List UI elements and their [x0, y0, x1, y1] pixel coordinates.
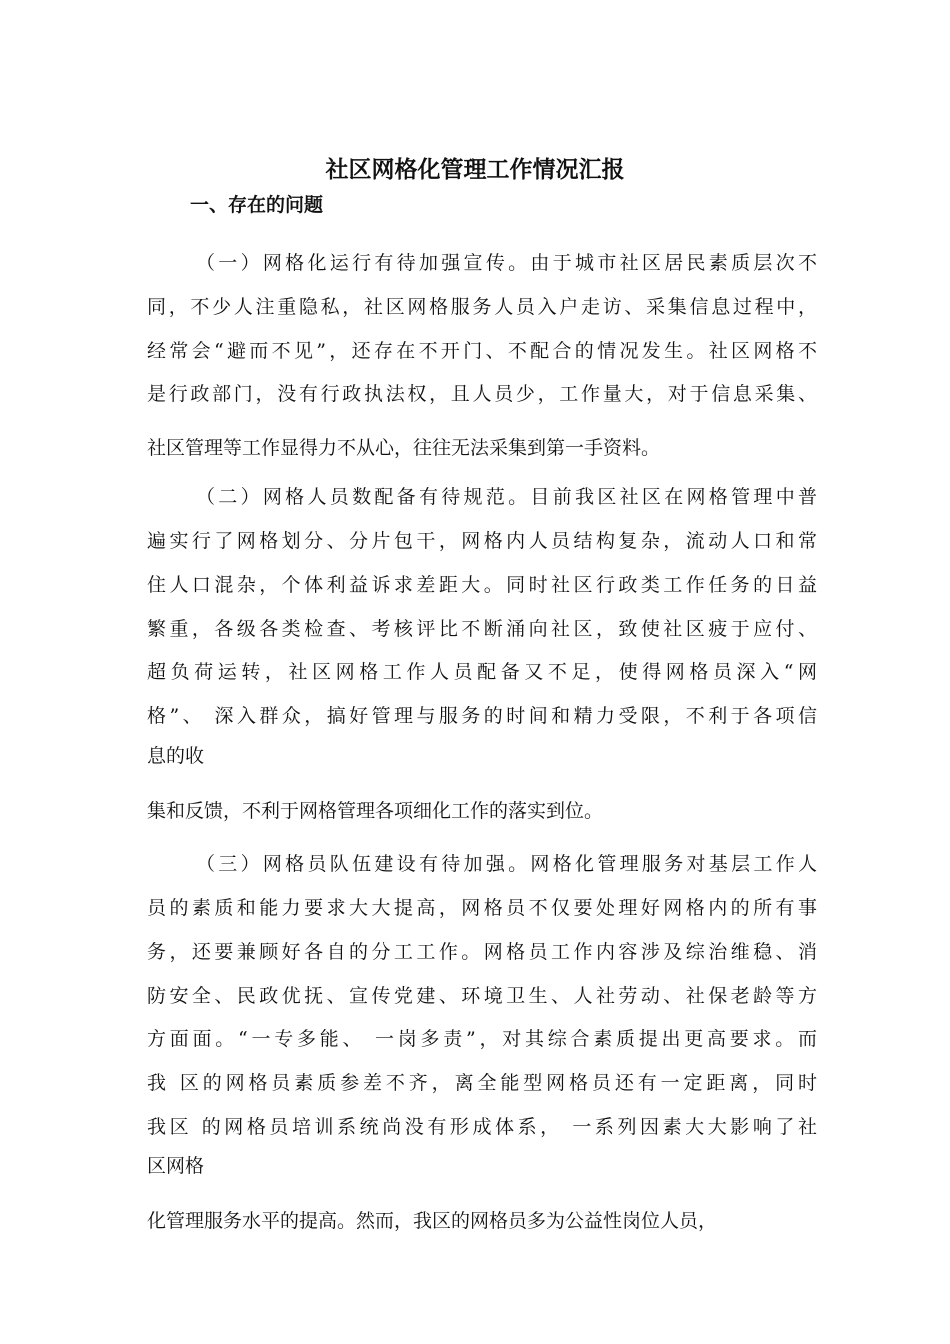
- paragraph-line: 住人口混杂，个体利益诉求差距大。同时社区行政类工作任务的日益: [147, 574, 817, 596]
- paragraph-line: 化管理服务水平的提高。然而，我区的网格员多为公益性岗位人员，: [147, 1210, 718, 1232]
- paragraph-line: 员的素质和能力要求大大提高，网格员不仅要处理好网格内的所有事: [147, 897, 817, 919]
- paragraph-line: 区网格: [147, 1155, 205, 1177]
- paragraph-line: 方面面。“一专多能、 一岗多责”，对其综合素质提出更高要求。而: [147, 1028, 817, 1050]
- paragraph-line: （三）网格员队伍建设有待加强。网格化管理服务对基层工作人: [196, 853, 817, 875]
- paragraph-line: 务，还要兼顾好各自的分工工作。网格员工作内容涉及综治维稳、消: [147, 941, 817, 963]
- paragraph-line: 繁重，各级各类检查、考核评比不断涌向社区，致使社区疲于应付、: [147, 618, 817, 640]
- paragraph-line: （二）网格人员数配备有待规范。目前我区社区在网格管理中普: [196, 486, 817, 508]
- paragraph-line: 经常会“避而不见”，还存在不开门、不配合的情况发生。社区网格不: [147, 340, 817, 362]
- paragraph-line: 我 区的网格员素质参差不齐，离全能型网格员还有一定距离，同时: [147, 1072, 817, 1094]
- paragraph-line: 息的收: [147, 745, 205, 767]
- document-title: 社区网格化管理工作情况汇报: [325, 157, 625, 183]
- paragraph-line: （一）网格化运行有待加强宣传。由于城市社区居民素质层次不: [196, 252, 817, 274]
- section-heading: 一、存在的问题: [190, 194, 324, 216]
- paragraph-line: 我区 的网格员培训系统尚没有形成体系， 一系列因素大大影响了社: [147, 1116, 817, 1138]
- paragraph-line: 社区管理等工作显得力不从心，往往无法采集到第一手资料。: [147, 437, 661, 459]
- paragraph-line: 遍实行了网格划分、分片包干，网格内人员结构复杂，流动人口和常: [147, 530, 817, 552]
- paragraph-line: 同，不少人注重隐私，社区网格服务人员入户走访、采集信息过程中，: [147, 296, 817, 318]
- paragraph-line: 集和反馈，不利于网格管理各项细化工作的落实到位。: [147, 800, 604, 822]
- paragraph-line: 防安全、民政优抚、宣传党建、环境卫生、人社劳动、社保老龄等方: [147, 985, 817, 1007]
- paragraph-line: 超负荷运转，社区网格工作人员配备又不足，使得网格员深入“网: [147, 661, 817, 683]
- paragraph-line: 是行政部门，没有行政执法权，且人员少，工作量大，对于信息采集、: [147, 383, 817, 405]
- paragraph-line: 格”、 深入群众，搞好管理与服务的时间和精力受限，不利于各项信: [147, 705, 817, 727]
